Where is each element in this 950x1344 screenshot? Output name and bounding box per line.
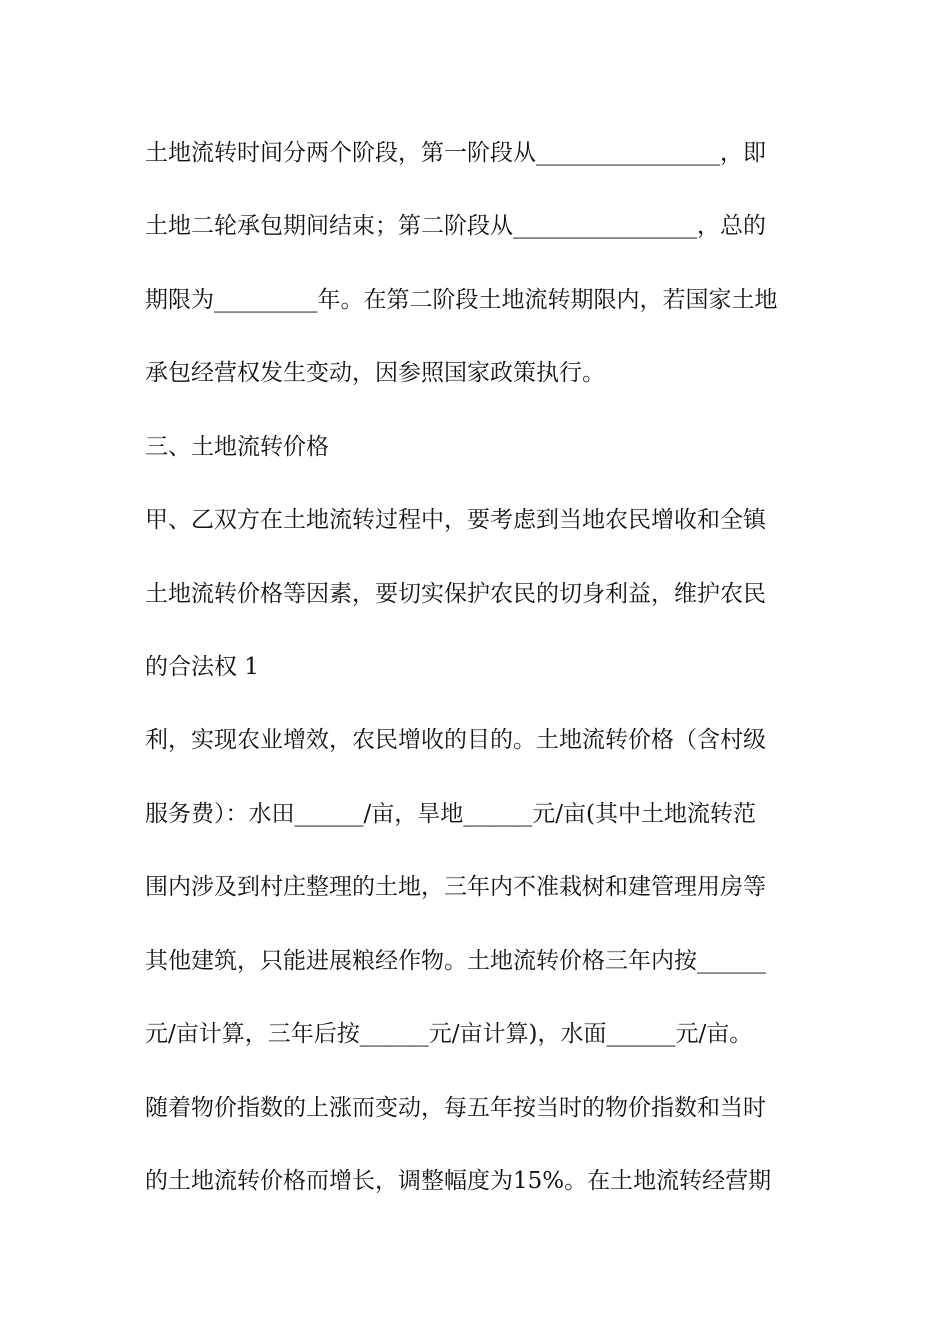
paragraph-line: 的土地流转价格而增长，调整幅度为15%。在土地流转经营期	[145, 1168, 772, 1194]
paragraph-line: 元/亩计算，三年后按______元/亩计算)，水面______元/亩。	[145, 1021, 753, 1047]
paragraph-line: 期限为_________年。在第二阶段土地流转期限内，若国家土地	[145, 287, 778, 313]
section-heading: 三、土地流转价格	[145, 434, 329, 460]
paragraph-line: 甲、乙双方在土地流转过程中，要考虑到当地农民增收和全镇	[145, 507, 766, 533]
paragraph-line: 服务费）：水田______/亩，旱地______元/亩(其中土地流转范	[145, 801, 756, 827]
paragraph-line: 随着物价指数的上涨而变动，每五年按当时的物价指数和当时	[145, 1095, 766, 1121]
paragraph-line: 利，实现农业增效，农民增收的目的。土地流转价格（含村级	[145, 727, 766, 753]
paragraph-line: 土地流转时间分两个阶段，第一阶段从________________，即	[145, 140, 766, 166]
paragraph-line: 的合法权 1	[145, 654, 259, 680]
paragraph-line: 其他建筑，只能进展粮经作物。土地流转价格三年内按______	[145, 948, 766, 974]
paragraph-line: 承包经营权发生变动，因参照国家政策执行。	[145, 360, 605, 386]
paragraph-line: 土地二轮承包期间结束；第二阶段从________________，总的	[145, 213, 766, 239]
paragraph-line: 土地流转价格等因素，要切实保护农民的切身利益，维护农民	[145, 581, 766, 607]
paragraph-line: 围内涉及到村庄整理的土地，三年内不准栽树和建管理用房等	[145, 874, 766, 900]
